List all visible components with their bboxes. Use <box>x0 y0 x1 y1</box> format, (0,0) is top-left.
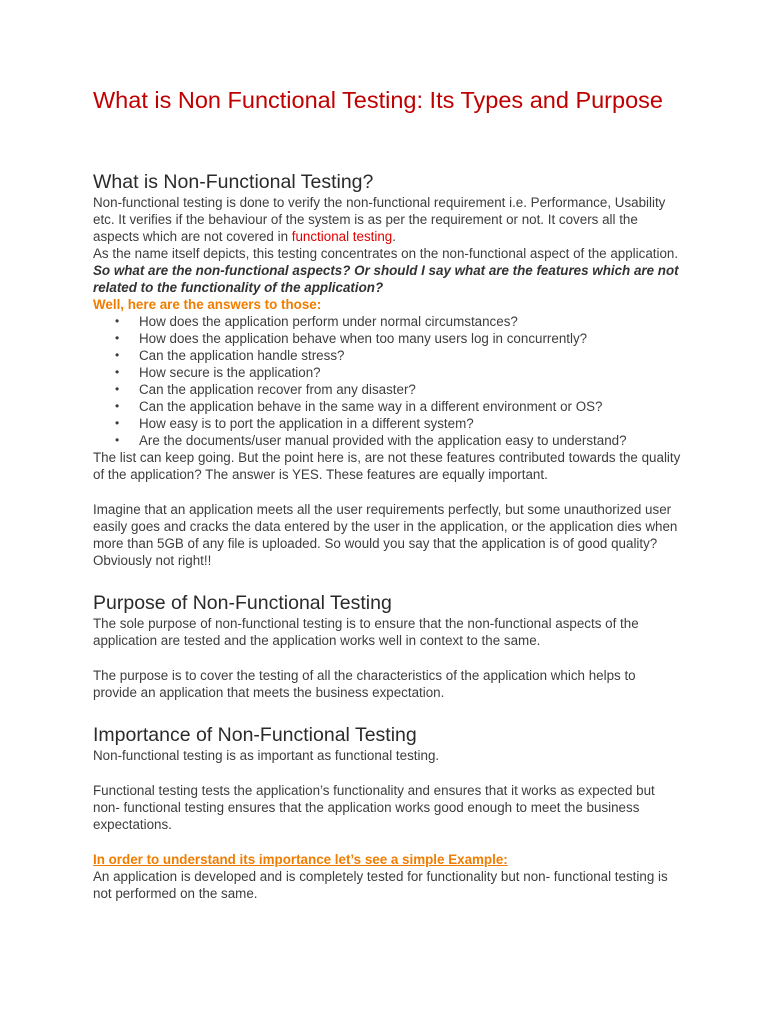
intro-text-end: . <box>392 229 396 244</box>
list-item <box>115 398 683 415</box>
bullet-icon: • <box>115 433 120 447</box>
list-item <box>115 432 659 449</box>
aspects-text: As the name itself depicts, this testing concentrates on the non-functional aspect of the application. <box>93 246 679 261</box>
page-title: What is Non Functional Testing: Its Types and Purpose <box>93 87 663 113</box>
list-conclusion-paragraph: The list can keep going. But the point here is, are not these features contributed towards the quality of the application? The answer is YES. These features are equally important. <box>93 450 681 482</box>
list-item <box>115 313 683 330</box>
intro-text: Non-functional testing is done to verify the non-functional requirement i.e. Performance, Usability etc. It verifies if the behaviour of the system is as per the requirement or not. It covers all the aspects which are not covered in <box>93 195 666 244</box>
list-item-text: Can the application recover from any disaster? <box>139 382 416 397</box>
list-item <box>115 381 683 398</box>
list-item <box>115 415 683 432</box>
list-item-text: How easy is to port the application in a different system? <box>139 416 474 431</box>
section-heading-purpose: Purpose of Non-Functional Testing <box>93 592 392 614</box>
purpose-paragraph-1: The sole purpose of non-functional testing is to ensure that the non-functional aspects of the application are tested and the application works well in context to the same. <box>93 616 639 648</box>
bullet-icon: • <box>115 348 120 362</box>
list-item <box>115 330 683 347</box>
bullet-icon: • <box>115 416 120 430</box>
list-item-text: Can the application handle stress? <box>139 348 345 363</box>
example-heading: In order to understand its importance let’s see a simple Example: <box>93 852 508 867</box>
importance-paragraph-1: Non-functional testing is as important as functional testing. <box>93 748 440 763</box>
spacer <box>93 649 683 667</box>
example-paragraph: An application is developed and is completely tested for functionality but non- functional testing is not performed on the same. <box>93 869 668 901</box>
list-item <box>115 364 683 381</box>
answers-intro: Well, here are the answers to those: <box>93 297 322 312</box>
importance-paragraph-2: Functional testing tests the application’s functionality and ensures that it works as expected but non- functional testing ensures that the application works good enough to meet the business expectations. <box>93 783 655 832</box>
aspects-question: So what are the non-functional aspects? Or should I say what are the features which are not related to the functionality of the application? <box>93 263 679 295</box>
list-item-text: Can the application behave in the same way in a different environment or OS? <box>139 399 603 414</box>
list-item-text: Are the documents/user manual provided with the application easy to understand? <box>139 433 627 448</box>
bullet-icon: • <box>115 399 120 413</box>
section-heading-what-is: What is Non-Functional Testing? <box>93 171 374 193</box>
list-item <box>115 347 683 364</box>
spacer <box>93 483 683 501</box>
intro-paragraph <box>93 194 683 245</box>
title-block <box>93 86 683 162</box>
quality-example-paragraph: Imagine that an application meets all the user requirements perfectly, but some unauthorized user easily goes and cracks the data entered by the user in the application, or the application dies when more than 5GB of any file is uploaded. So would you say that the application is of good quality? Obviously not right!! <box>93 502 678 568</box>
list-item-text: How does the application perform under normal circumstances? <box>139 314 518 329</box>
spacer <box>93 764 683 782</box>
list-item-text: How does the application behave when too many users log in concurrently? <box>139 331 588 346</box>
aspects-paragraph <box>93 245 683 296</box>
list-item-text: How secure is the application? <box>139 365 321 380</box>
section-heading-importance: Importance of Non-Functional Testing <box>93 724 417 746</box>
bullet-icon: • <box>115 365 120 379</box>
functional-testing-link[interactable]: functional testing <box>291 229 393 244</box>
questions-list <box>93 313 683 449</box>
bullet-icon: • <box>115 382 120 396</box>
purpose-paragraph-2: The purpose is to cover the testing of all the characteristics of the application which helps to provide an application that meets the business expectation. <box>93 668 636 700</box>
bullet-icon: • <box>115 314 120 328</box>
spacer <box>93 833 683 851</box>
document-content <box>93 86 683 902</box>
bullet-icon: • <box>115 331 120 345</box>
